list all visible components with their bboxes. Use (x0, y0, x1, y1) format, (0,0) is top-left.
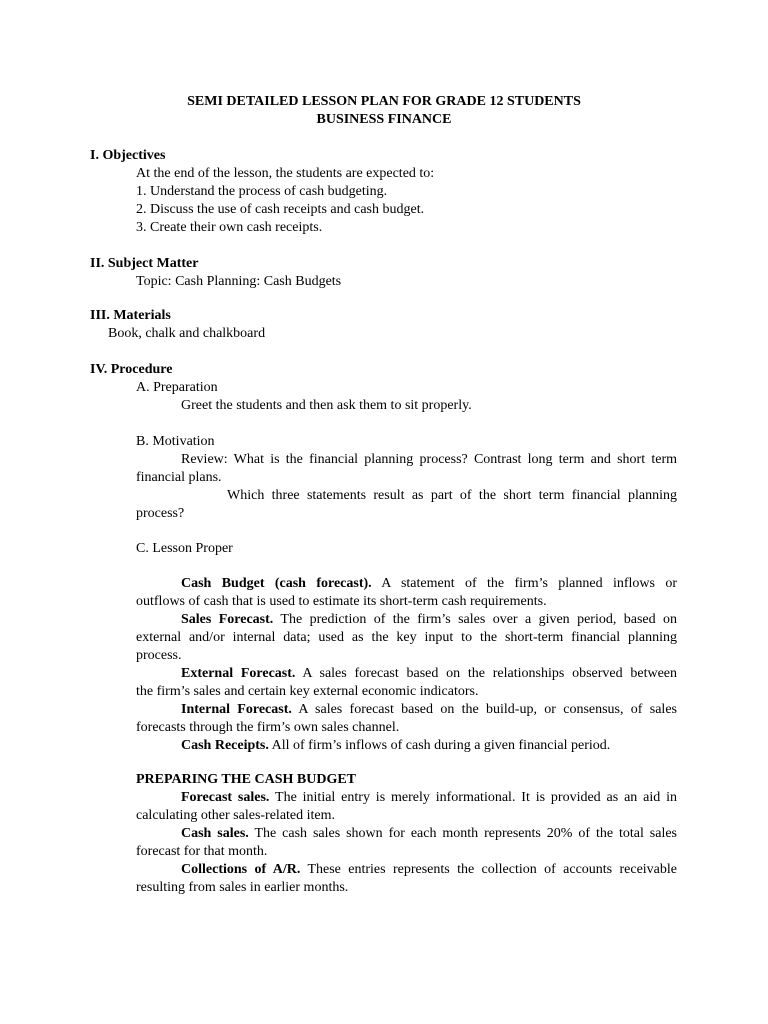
definition-text: resulting from sales in earlier months. (136, 880, 349, 895)
definition-text: The prediction of the firm’s sales over a given period, based on (273, 612, 677, 627)
collections-entry (181, 861, 677, 879)
motivation-question-line: process? (136, 506, 185, 521)
subject-matter-heading: II. Subject Matter (90, 256, 199, 271)
materials-text: Book, chalk and chalkboard (108, 326, 266, 341)
cash-receipts-term: Cash Receipts. (181, 738, 269, 753)
sales-forecast-term: Sales Forecast. (181, 612, 274, 627)
cash-budget-term: Cash Budget (cash forecast). (181, 576, 372, 591)
sales-forecast-definition (181, 611, 677, 629)
cash-sales-entry (181, 825, 677, 843)
definition-text: The cash sales shown for each month represents 20% of the total sales (248, 826, 677, 841)
definition-text: All of firm’s inflows of cash during a given financial period. (268, 738, 611, 753)
definition-text: process. (136, 648, 182, 663)
preparation-label: A. Preparation (136, 380, 218, 395)
definition-text: These entries represents the collection of accounts receivable (300, 862, 677, 877)
motivation-review-line: Review: What is the financial planning process? Contrast long term and short term (181, 452, 677, 467)
definition-text: calculating other sales-related item. (136, 808, 336, 823)
external-forecast-definition (181, 665, 677, 683)
document-subtitle: BUSINESS FINANCE (316, 112, 452, 127)
preparation-text: Greet the students and then ask them to sit properly. (181, 398, 472, 413)
motivation-review-line: financial plans. (136, 470, 222, 485)
definition-text: A statement of the firm’s planned inflows or (371, 576, 677, 591)
materials-heading: III. Materials (90, 308, 171, 323)
definition-text: external and/or internal data; used as the key input to the short-term financial planning (136, 630, 677, 645)
cash-sales-term: Cash sales. (181, 826, 249, 841)
internal-forecast-definition (181, 701, 677, 719)
definition-text: The initial entry is merely informational. It is provided as an aid in (269, 790, 677, 805)
motivation-label: B. Motivation (136, 434, 215, 449)
external-forecast-term: External Forecast. (181, 666, 296, 681)
cash-receipts-definition (181, 737, 610, 755)
internal-forecast-term: Internal Forecast. (181, 702, 292, 717)
forecast-sales-term: Forecast sales. (181, 790, 270, 805)
subject-matter-topic: Topic: Cash Planning: Cash Budgets (136, 274, 342, 289)
objectives-intro: At the end of the lesson, the students are expected to: (136, 166, 435, 181)
definition-text: A sales forecast based on the build-up, or consensus, of sales (291, 702, 677, 717)
collections-term: Collections of A/R. (181, 862, 301, 877)
motivation-question-line: Which three statements result as part of the short term financial planning (227, 488, 677, 503)
objectives-heading: I. Objectives (90, 148, 166, 163)
definition-text: A sales forecast based on the relationships observed between (295, 666, 678, 681)
definition-text: forecasts through the firm’s own sales channel. (136, 720, 400, 735)
objective-item: 3. Create their own cash receipts. (136, 220, 323, 235)
objective-item: 2. Discuss the use of cash receipts and cash budget. (136, 202, 425, 217)
definition-text: forecast for that month. (136, 844, 268, 859)
objective-item: 1. Understand the process of cash budgeting. (136, 184, 388, 199)
preparing-cash-budget-heading: PREPARING THE CASH BUDGET (136, 772, 357, 787)
definition-text: outflows of cash that is used to estimate its short-term cash requirements. (136, 594, 547, 609)
procedure-heading: IV. Procedure (90, 362, 173, 377)
lesson-proper-label: C. Lesson Proper (136, 541, 233, 556)
cash-budget-definition (181, 575, 677, 593)
definition-text: the firm’s sales and certain key external economic indicators. (136, 684, 479, 699)
document-title: SEMI DETAILED LESSON PLAN FOR GRADE 12 STUDENTS (187, 94, 581, 109)
forecast-sales-entry (181, 789, 677, 807)
